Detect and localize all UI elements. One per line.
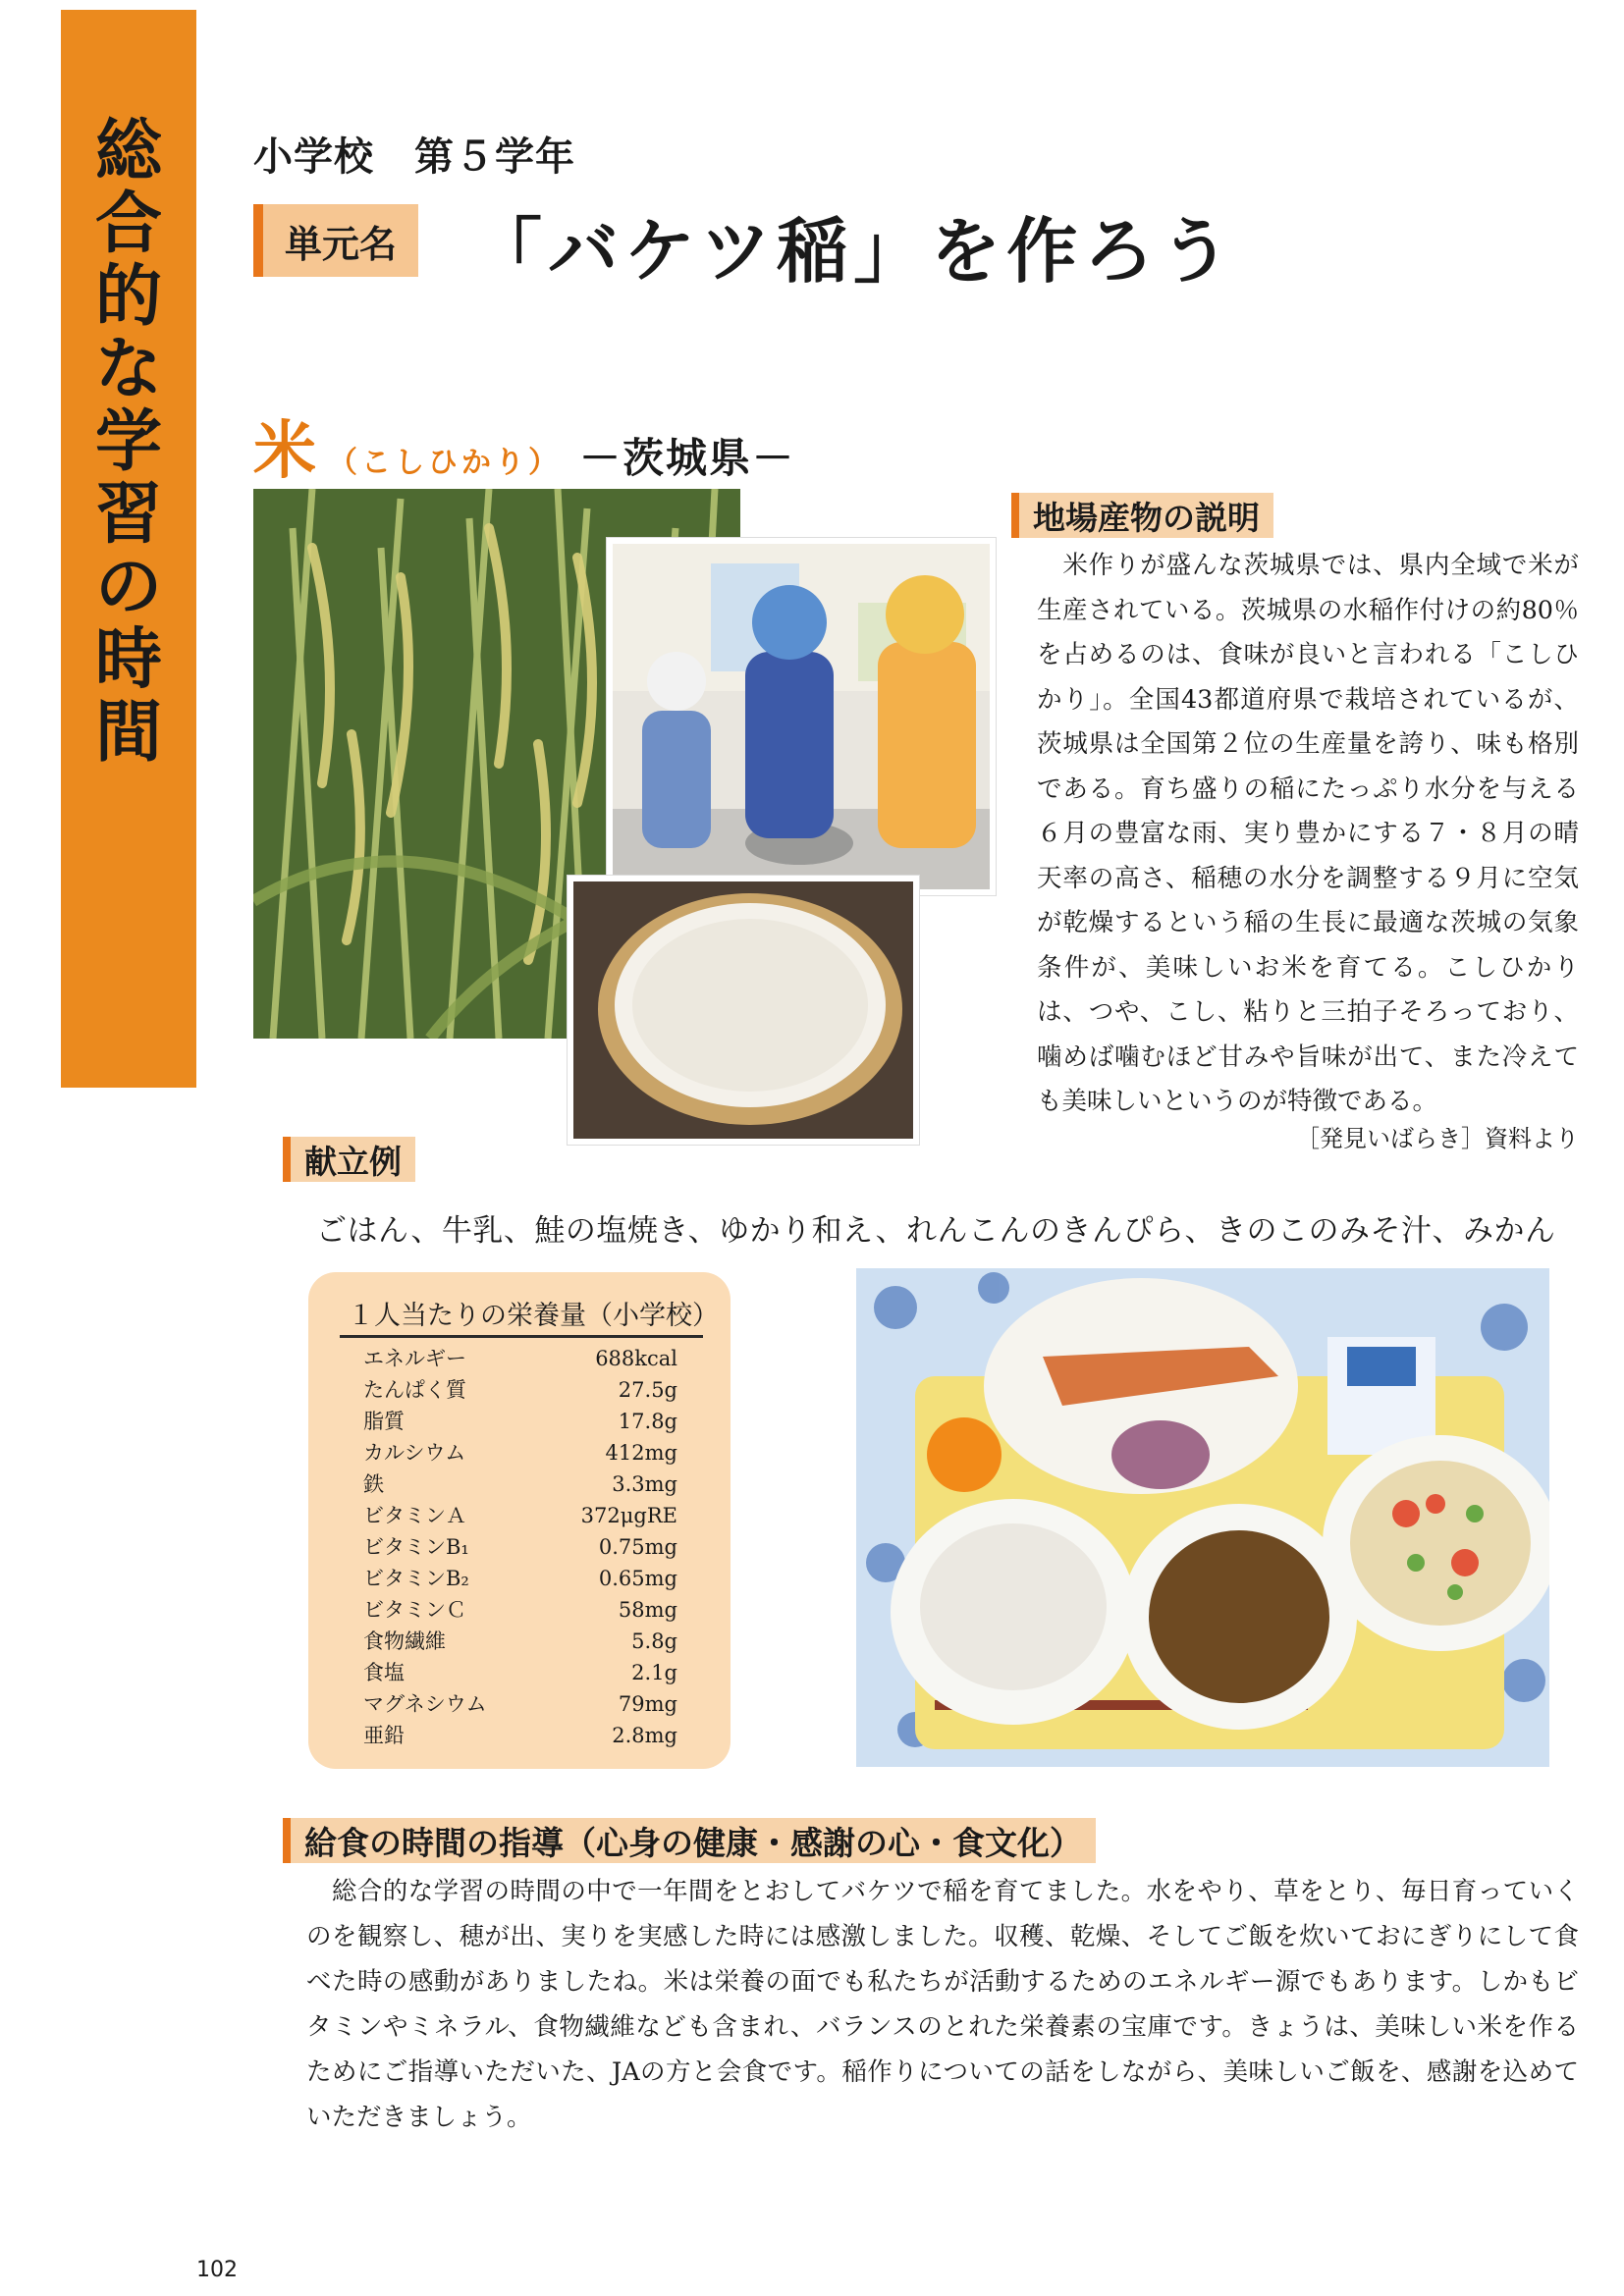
cooked-rice-photo: [568, 876, 919, 1145]
nutrient-value: 58mg: [618, 1598, 677, 1622]
students-photo: [607, 538, 996, 895]
unit-tag-bar: [253, 204, 263, 277]
menu-heading: [283, 1137, 415, 1182]
nutrient-value: 5.8g: [631, 1629, 677, 1653]
nutrient-name: 鉄: [363, 1472, 384, 1496]
heading-bar: [283, 1137, 291, 1182]
nutrition-row: [363, 1406, 677, 1437]
guidance-heading: [283, 1818, 1096, 1863]
page-number: 102: [196, 2258, 238, 2282]
nutrient-value: 2.1g: [631, 1661, 677, 1684]
side-title: [61, 112, 196, 772]
nutrient-name: ビタミンB₂: [363, 1567, 469, 1590]
nutrient-value: 372μgRE: [580, 1504, 677, 1527]
side-title-char: 的: [94, 257, 162, 336]
nutrient-name: エネルギー: [363, 1347, 466, 1370]
guidance-heading-label: 給食の時間の指導（心身の健康・感謝の心・食文化）: [291, 1818, 1096, 1863]
nutrition-row: [363, 1531, 677, 1563]
nutrition-row: [363, 1657, 677, 1688]
nutrient-name: ビタミンB₁: [363, 1535, 469, 1559]
nutrient-value: 3.3mg: [612, 1472, 677, 1496]
nutrient-name: たんぱく質: [363, 1378, 466, 1402]
nutrition-row: [363, 1343, 677, 1374]
nutrient-value: 79mg: [618, 1692, 677, 1716]
nutrient-value: 688kcal: [595, 1347, 677, 1370]
side-title-char: 学: [94, 402, 162, 481]
product-heading: [253, 400, 795, 491]
nutrient-value: 0.65mg: [598, 1567, 677, 1590]
nutrition-row: [363, 1437, 677, 1468]
side-title-char: の: [94, 548, 162, 626]
guidance-text: 総合的な学習の時間の中で一年間をとおしてバケツで稲を育てました。水をやり、草をとり、毎日育っていくのを観察し、穂が出、実りを実感した時には感激しました。収穫、乾燥、そしてご飯を炊いておにぎりにして食べた時の感動がありましたね。米は栄養の面でも私たちが活動するためのエネルギー源でもあります。しかもビタミンやミネラル、食物繊維なども含まれ、バランスのとれた栄養素の宝庫です。きょうは、美味しい米を作るためにご指導いただいた、JAの方と会食です。稲作りについての話をしながら、美味しいご飯を、感謝を込めていただきましょう。: [306, 1877, 1579, 2132]
side-title-char: な: [94, 330, 162, 408]
menu-items: ごはん、牛乳、鮭の塩焼き、ゆかり和え、れんこんのきんぴら、きのこのみそ汁、みかん: [316, 1213, 1556, 1249]
grade-label: 小学校 第５学年: [253, 134, 575, 180]
nutrition-row: [363, 1500, 677, 1531]
nutrition-row: [363, 1468, 677, 1500]
menu-heading-label: 献立例: [291, 1137, 415, 1182]
product-name: 米: [253, 414, 316, 488]
nutrient-name: 食物繊維: [363, 1629, 446, 1653]
local-product-source: ［発見いばらき］資料より: [1296, 1125, 1579, 1152]
nutrition-row: [363, 1720, 677, 1751]
product-prefecture: －茨城県－: [579, 434, 796, 482]
side-title-char: 習: [94, 475, 162, 554]
nutrition-row: [363, 1688, 677, 1720]
local-product-heading-label: 地場産物の説明: [1019, 493, 1273, 538]
school-lunch-photo: [856, 1268, 1549, 1767]
nutrient-value: 0.75mg: [598, 1535, 677, 1559]
nutrient-name: ビタミンＡ: [363, 1504, 466, 1527]
nutrition-row: [363, 1594, 677, 1626]
nutrient-value: 27.5g: [618, 1378, 677, 1402]
nutrient-name: ビタミンＣ: [363, 1598, 466, 1622]
nutrient-value: 17.8g: [618, 1410, 677, 1433]
nutrient-name: カルシウム: [363, 1441, 466, 1465]
unit-title: 「バケツ稲」を作ろう: [471, 209, 1237, 293]
nutrition-row: [363, 1374, 677, 1406]
nutrition-divider: [340, 1335, 703, 1338]
nutrient-name: 食塩: [363, 1661, 405, 1684]
nutrient-name: 脂質: [363, 1410, 405, 1433]
heading-bar: [1011, 493, 1019, 538]
side-title-char: 合: [94, 185, 162, 263]
side-title-char: 時: [94, 620, 162, 699]
unit-tag-label: 単元名: [263, 204, 418, 277]
nutrition-table: [363, 1343, 677, 1751]
nutrition-row: [363, 1563, 677, 1594]
local-product-description: 米作りが盛んな茨城県では、県内全域で米が生産されている。茨城県の水稲作付けの約80％を占めるのは、食味が良いと言われる「こしひかり」。全国43都道府県で栽培されているが、茨城県は全国第２位の生産量を誇り、味も格別である。育ち盛りの稲にたっぷり水分を与える６月の豊富な雨、実り豊かにする７・８月の晴天率の高さ、稲穂の水分を調整する９月に空気が乾燥するという稲の生長に最適な茨城の気象条件が、美味しいお米を育てる。こしひかりは、つや、こし、粘りと三拍子そろっており、噛めば噛むほど甘みや旨味が出て、また冷えても美味しいというのが特徴である。: [1037, 551, 1579, 1116]
local-product-heading: [1011, 493, 1273, 538]
side-title-char: 間: [94, 693, 162, 772]
nutrient-value: 2.8mg: [612, 1724, 677, 1747]
nutrient-name: マグネシウム: [363, 1692, 487, 1716]
nutrition-title: １人当たりの栄養量（小学校）: [348, 1301, 719, 1331]
side-title-char: 総: [94, 112, 162, 190]
product-variety: （こしひかり）: [328, 446, 562, 480]
heading-bar: [283, 1818, 291, 1863]
unit-tag: [253, 204, 418, 277]
nutrient-value: 412mg: [605, 1441, 677, 1465]
nutrition-row: [363, 1626, 677, 1657]
nutrient-name: 亜鉛: [363, 1724, 405, 1747]
